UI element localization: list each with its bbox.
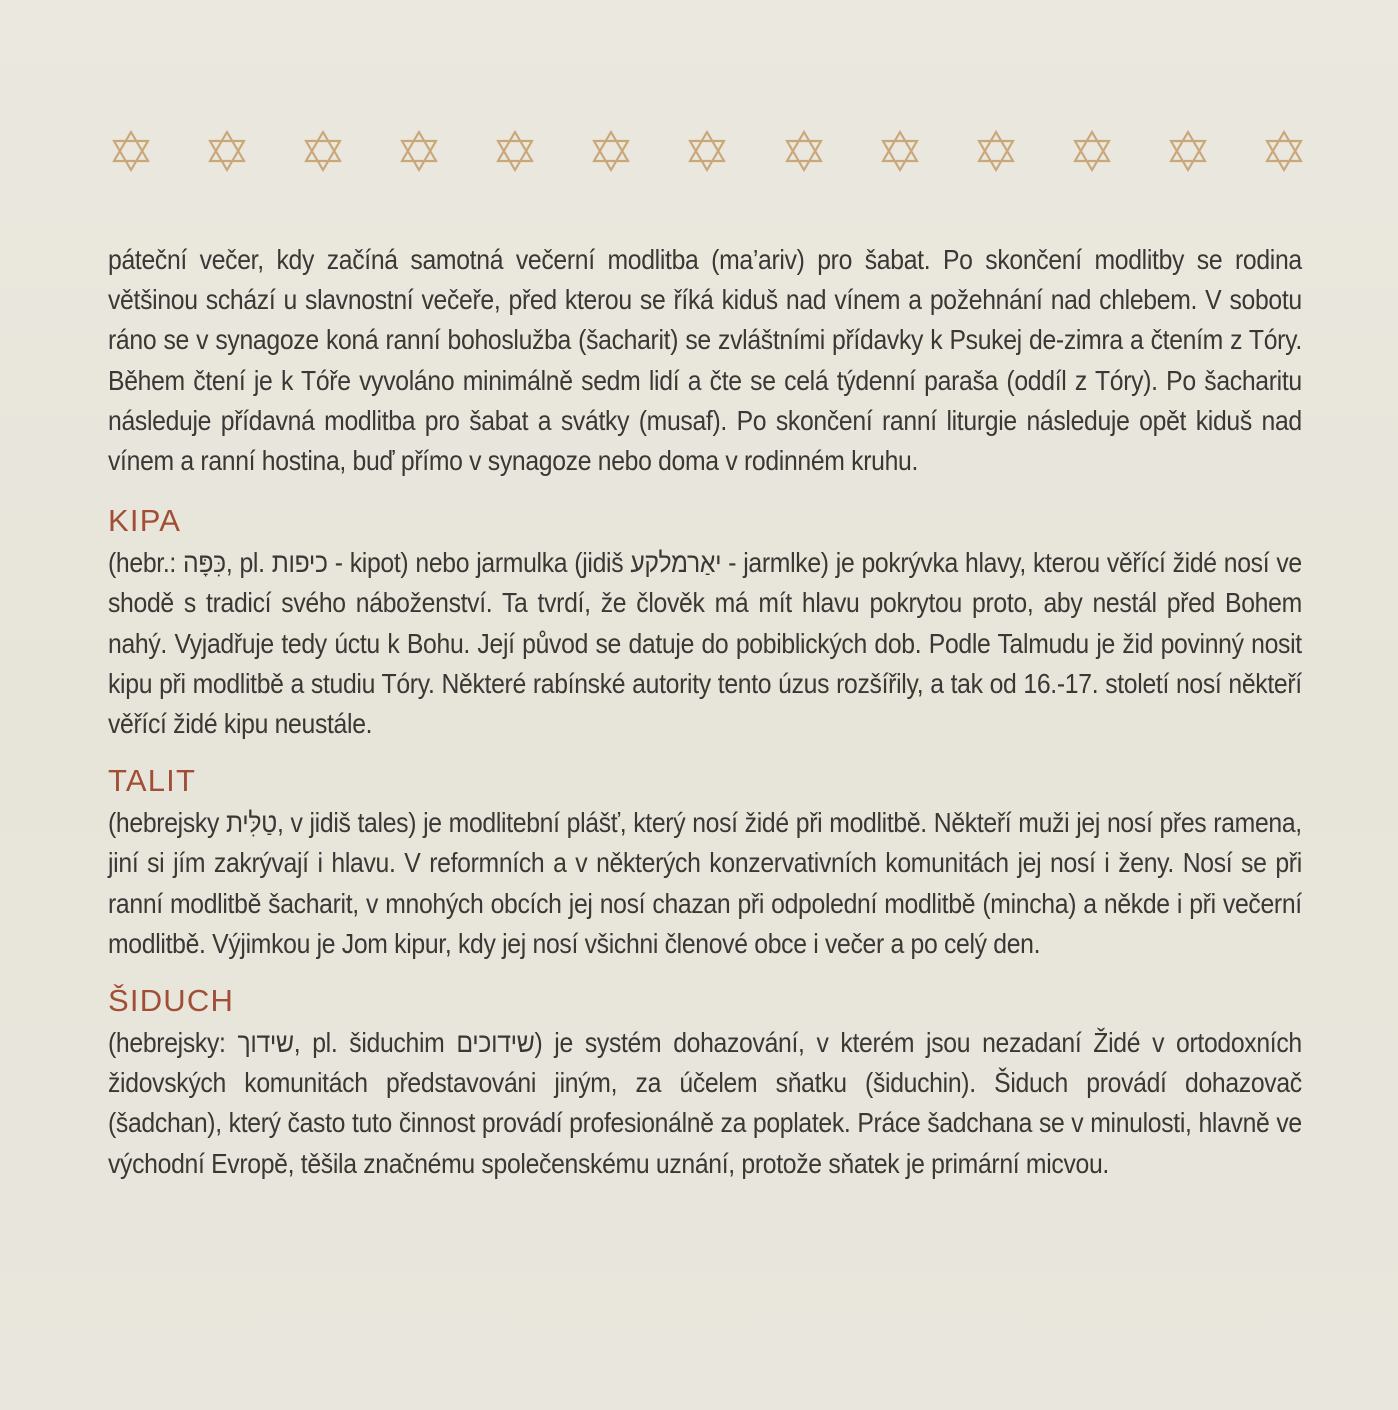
star-of-david-icon	[975, 129, 1017, 173]
star-of-david-icon	[783, 129, 825, 173]
intro-paragraph: páteční večer, kdy začíná samotná večerní modlitba (ma’ariv) pro šabat. Po skončení modlitby se rodina většinou schází u slavnostní večeře, před kterou se říká kiduš nad vínem a požehnání nad chlebem. V sobotu ráno se v synagoze koná ranní bohoslužba (šacharit) se zvláštními přídavky k Psukej de-zimra a čtením z Tóry. Během čtení je k Tóře vyvoláno minimálně sedm lidí a čte se celá týdenní paraša (oddíl z Tóry). Po šacharitu následuje přídavná modlitba pro šabat a svátky (musaf). Po skončení ranní liturgie následuje opět kiduš nad vínem a ranní hostina, buď přímo v synagoze nebo doma v rodinném kruhu.	[108, 244, 1302, 477]
section-heading-siduch: ŠIDUCH	[108, 983, 235, 1019]
section-paragraph-talit: (hebrejsky טַלִּית, v jidiš tales) je modlitební plášť, který nosí židé při modlitbě. Někteří muži jej nosí přes ramena, jiní si jím zakrývají i hlavu. V reformních a v některých konzervativních komunitách jej nosí i ženy. Nosí se při ranní modlitbě šacharit, v mnohých obcích jej nosí chazan při odpolední modlitbě (mincha) a někde i při večerní modlitbě. Výjimkou je Jom kipur, kdy jej nosí všichni členové obce i večer a po celý den.	[108, 807, 1302, 959]
section-heading-kipa: KIPA	[108, 503, 182, 539]
star-of-david-icon	[302, 129, 344, 173]
text-content	[108, 240, 1302, 1184]
star-of-david-icon	[398, 129, 440, 173]
star-of-david-icon	[1071, 129, 1113, 173]
star-of-david-icon	[494, 129, 536, 173]
star-of-david-icon	[590, 129, 632, 173]
star-of-david-icon	[1263, 129, 1305, 173]
section-paragraph-kipa: (hebr.: כִּפָּה, pl. כיפות - kipot) nebo jarmulka (jidiš יאַרמלקע - jarmlke) je pokrývka hlavy, kterou věřící židé nosí ve shodě s tradicí svého náboženství. Ta tvrdí, že člověk má mít hlavu pokrytou proto, aby nestál před Bohem nahý. Vyjadřuje tedy úctu k Bohu. Její původ se datuje do pobiblických dob. Podle Talmudu je žid povinný nosit kipu při modlitbě a studiu Tóry. Některé rabínské autority tento úzus rozšířily, a tak od 16.-17. století nosí někteří věřící židé kipu neustále.	[108, 547, 1302, 740]
star-of-david-icon	[686, 129, 728, 173]
star-of-david-icon	[1167, 129, 1209, 173]
star-ornament-row	[110, 128, 1305, 174]
section-paragraph-siduch: (hebrejsky: שידוך, pl. šiduchim שידוכים) je systém dohazování, v kterém jsou nezadaní Židé v ortodoxních židovských komunitách představováni jiným, za účelem sňatku (šiduchin). Šiduch provádí dohazovač (šadchan), který často tuto činnost provádí profesionálně za poplatek. Práce šadchana se v minulosti, hlavně ve východní Evropě, těšila značnému společenskému uznání, protože sňatek je primární micvou.	[108, 1027, 1302, 1179]
star-of-david-icon	[110, 129, 152, 173]
star-of-david-icon	[879, 129, 921, 173]
section-heading-talit: TALIT	[108, 763, 197, 799]
star-of-david-icon	[206, 129, 248, 173]
